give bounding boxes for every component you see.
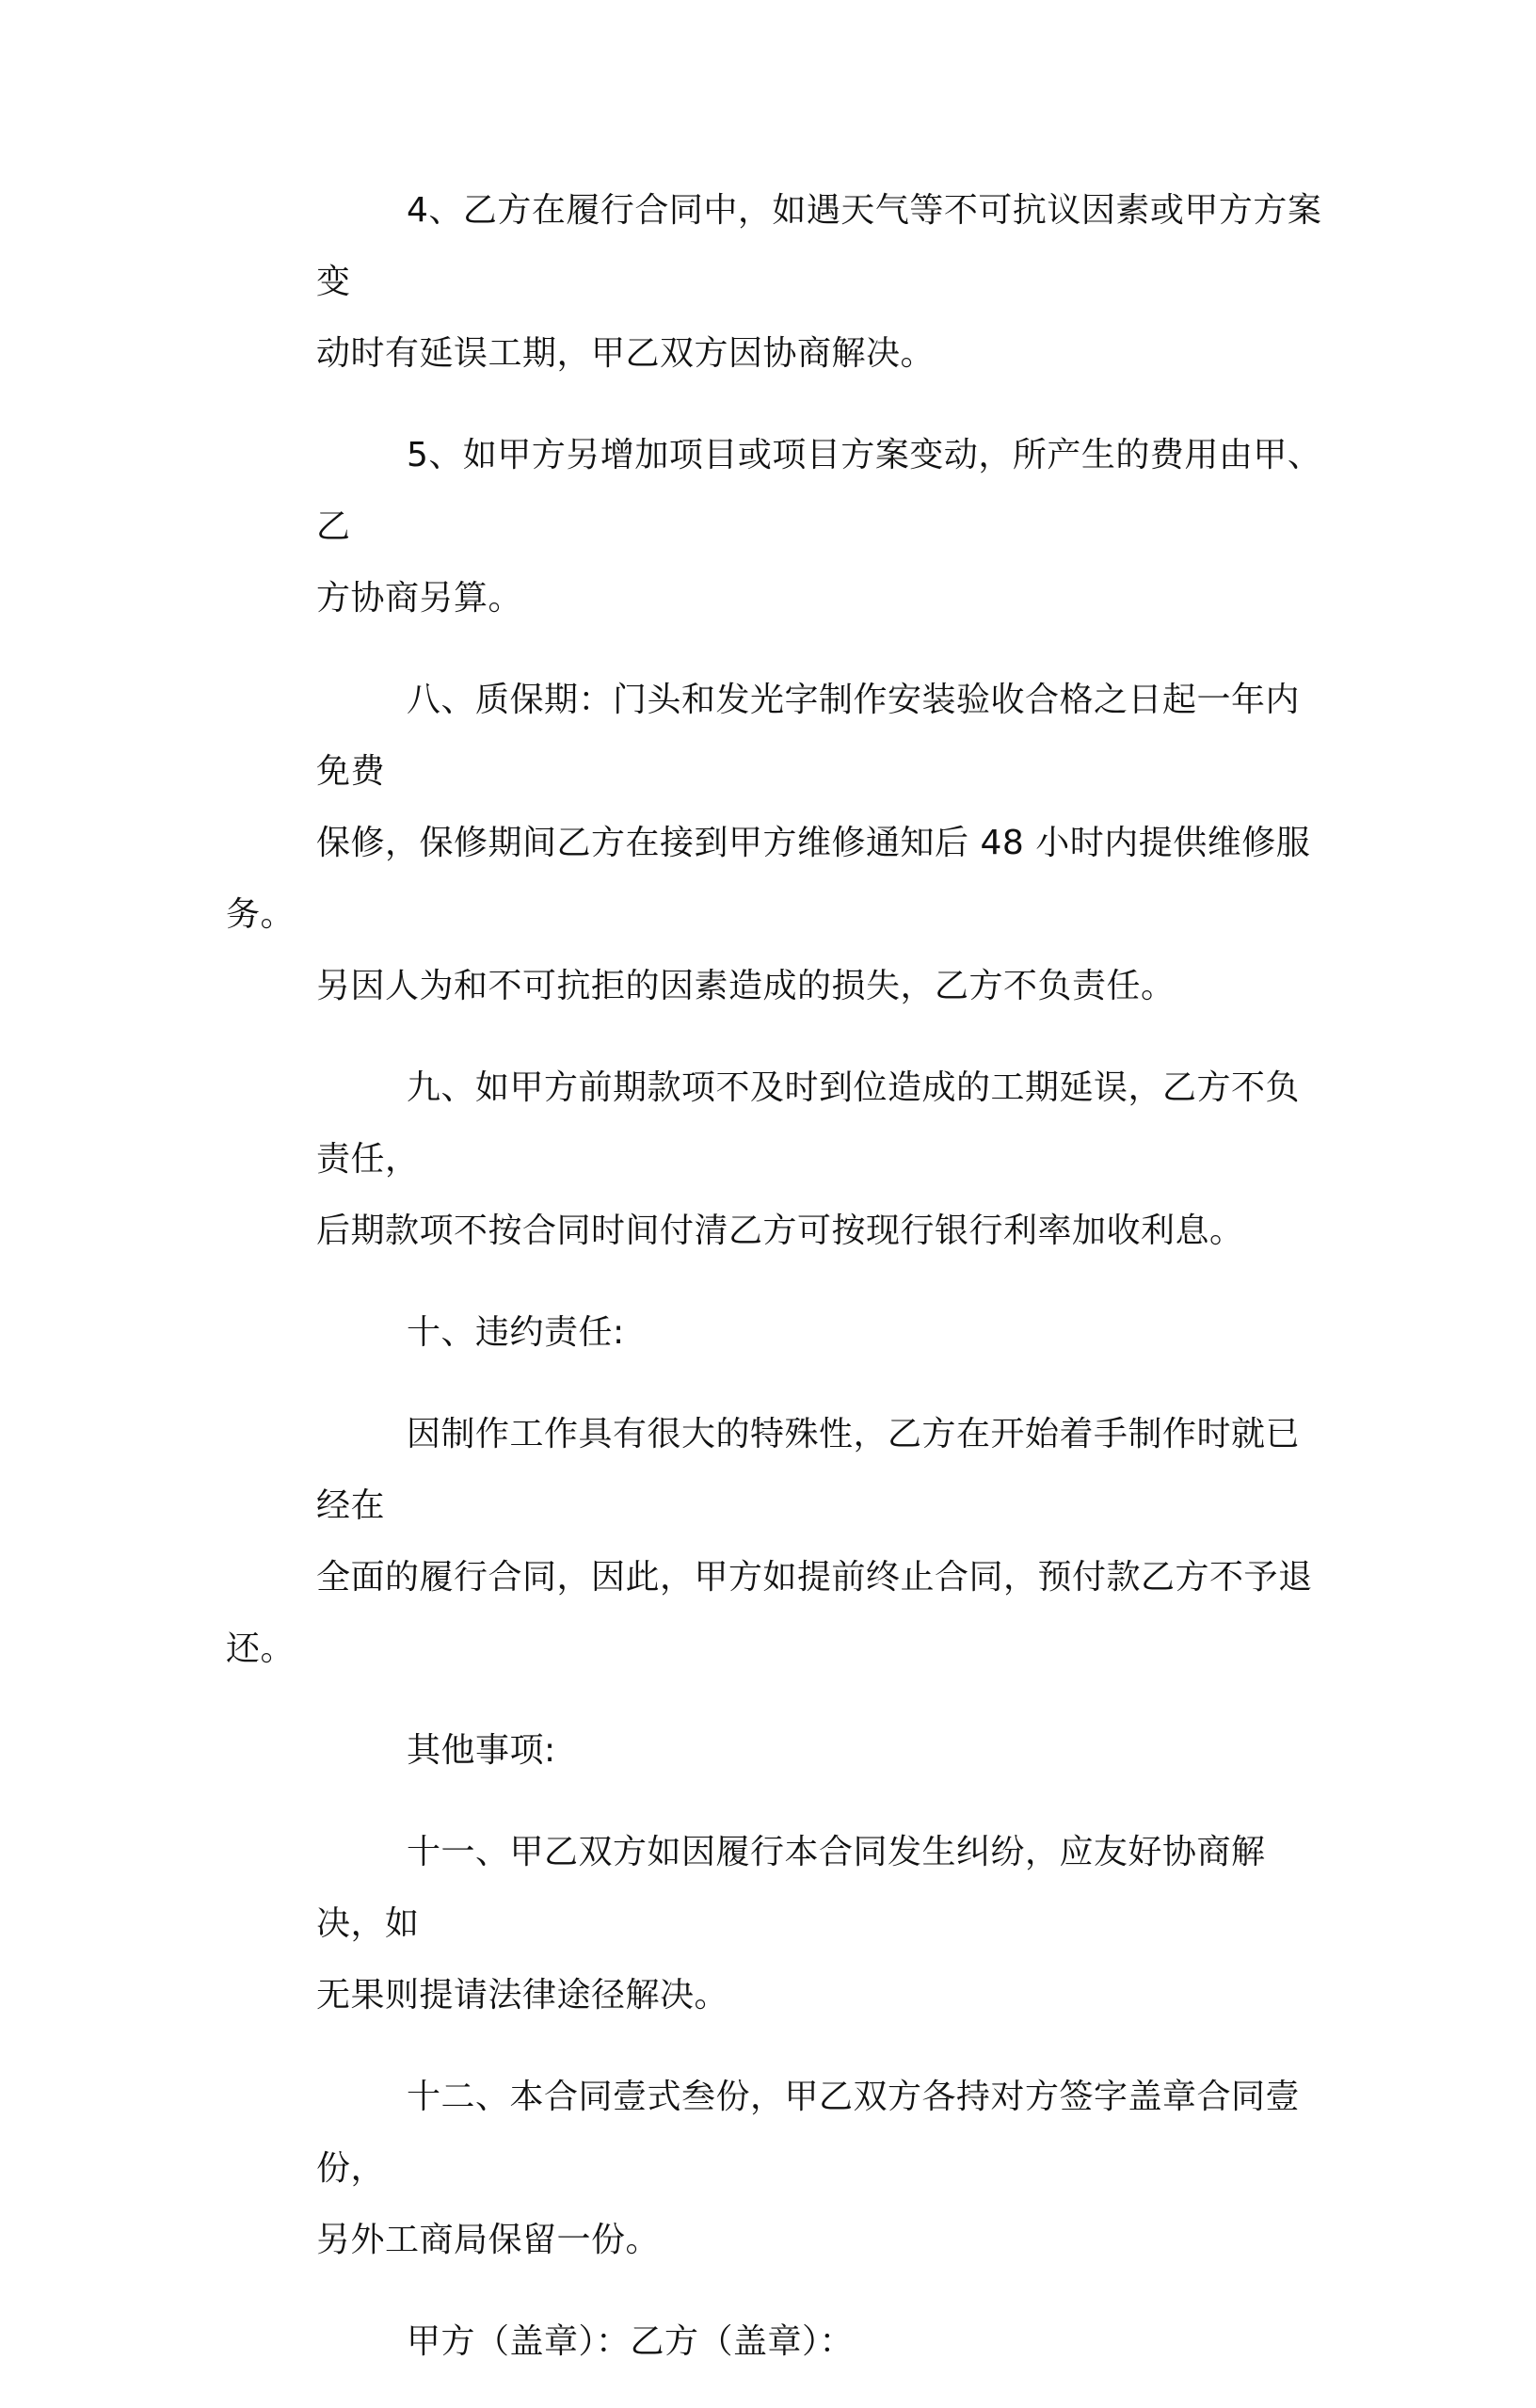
other-matters-heading: [226, 1715, 1333, 1787]
clause-11-line-1: 十一、甲乙双方如因履行本合同发生纠纷，应友好协商解决，如: [316, 1833, 1266, 1943]
clause-breach-body-line-1: 因制作工作具有很大的特殊性，乙方在开始着手制作时就已经在: [316, 1415, 1301, 1525]
clause-breach-body-line-2: 全面的履行合同，因此，甲方如提前终止合同，预付款乙方不予退还。: [226, 1558, 1313, 1668]
signature-line: [226, 2306, 1333, 2378]
clause-breach-heading: [226, 1297, 1333, 1369]
document-body: [226, 175, 1333, 2408]
clause-breach-heading-line-1: 十、违约责任:: [407, 1313, 625, 1352]
clause-warranty-line-3: 另因人为和不可抗拒的因素造成的损失，乙方不负责任。: [316, 967, 1176, 1005]
signature-line-text: 甲方（盖章）：乙方（盖章）：: [407, 2322, 855, 2361]
clause-11: [226, 1817, 1333, 2031]
clause-12: [226, 2062, 1333, 2276]
clause-4-line-1: 4、乙方在履行合同中，如遇天气等不可抗议因素或甲方方案变: [316, 191, 1322, 301]
clause-breach-body: [226, 1399, 1333, 1685]
clause-payment-delay-line-1: 九、如甲方前期款项不及时到位造成的工期延误，乙方不负责任，: [316, 1068, 1301, 1179]
clause-5-line-2: 方协商另算。: [316, 579, 523, 618]
clause-warranty-line-2: 保修，保修期间乙方在接到甲方维修通知后 48 小时内提供维修服务。: [226, 824, 1311, 934]
other-matters-heading-line-1: 其他事项:: [407, 1731, 556, 1770]
clause-12-line-1: 十二、本合同壹式叁份，甲乙双方各持对方签字盖章合同壹份，: [316, 2078, 1301, 2188]
clause-warranty: [226, 665, 1333, 1022]
clause-5-line-1: 5、如甲方另增加项目或项目方案变动，所产生的费用由甲、乙: [316, 436, 1322, 546]
clause-11-line-2: 无果则提请法律途径解决。: [316, 1976, 729, 2015]
clause-5: [226, 420, 1333, 634]
clause-payment-delay: [226, 1052, 1333, 1267]
clause-payment-delay-line-2: 后期款项不按合同时间付清乙方可按现行银行利率加收利息。: [316, 1212, 1244, 1250]
clause-4-line-2: 动时有延误工期，甲乙双方因协商解决。: [316, 334, 936, 373]
clause-12-line-2: 另外工商局保留一份。: [316, 2221, 661, 2259]
clause-warranty-line-1: 八、质保期：门头和发光字制作安装验收合格之日起一年内免费: [316, 681, 1301, 791]
clause-4: [226, 175, 1333, 390]
